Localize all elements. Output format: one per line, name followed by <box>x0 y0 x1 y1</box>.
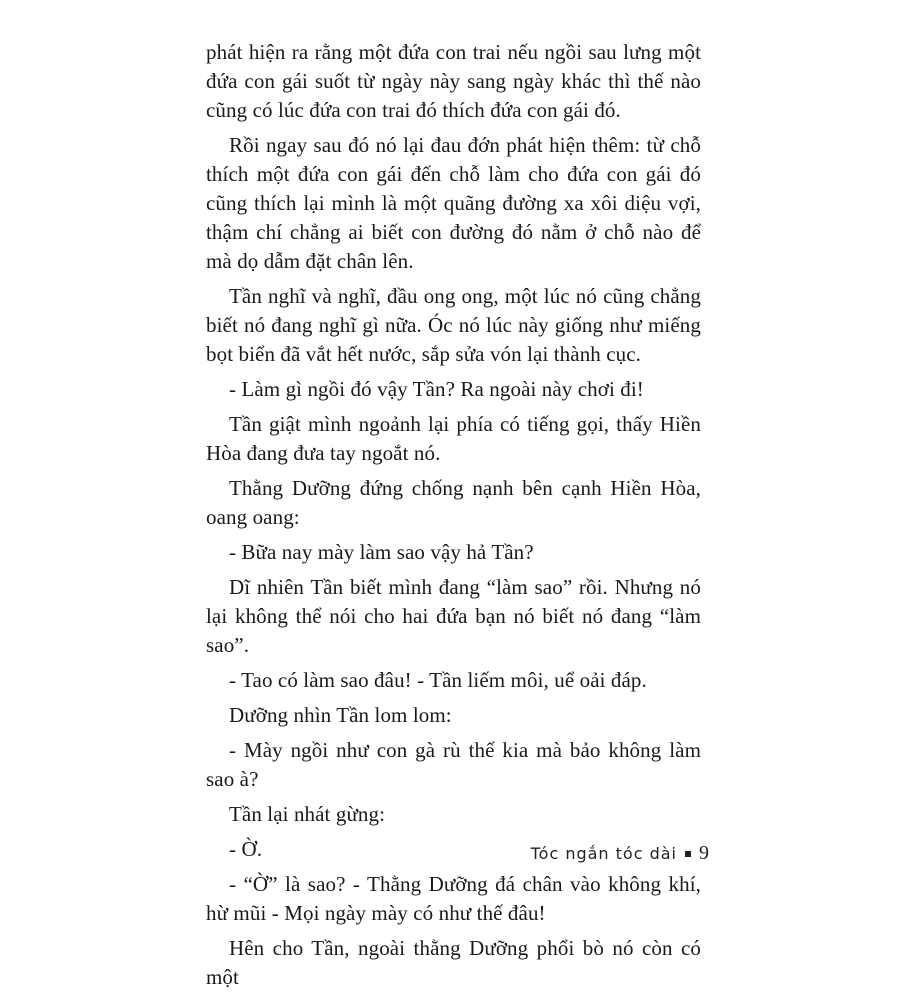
paragraph: - Tao có làm sao đâu! - Tần liếm môi, uể oải đáp. <box>229 668 647 692</box>
paragraph: Dĩ nhiên Tần biết mình đang “làm sao” rồi. Nhưng nó lại không thể nói cho hai đứa bạn nó biết nó đang “làm sao”. <box>206 575 701 657</box>
paragraph: - Bữa nay mày làm sao vậy hả Tần? <box>229 540 534 564</box>
page-footer <box>531 842 709 865</box>
paragraph: - Mày ngồi như con gà rù thế kia mà bảo không làm sao à? <box>206 738 701 791</box>
paragraph: phát hiện ra rằng một đứa con trai nếu ngồi sau lưng một đứa con gái suốt từ ngày này sang ngày khác thì thế nào cũng có lúc đứa con trai đó thích đứa con gái đó. <box>206 40 701 122</box>
page-number: 9 <box>699 842 709 864</box>
paragraph: Hên cho Tần, ngoài thằng Dưỡng phổi bò nó còn có một <box>206 936 701 989</box>
paragraph: Tần nghĩ và nghĩ, đầu ong ong, một lúc nó cũng chẳng biết nó đang nghĩ gì nữa. Óc nó lúc này giống như miếng bọt biển đã vắt hết nước, sắp sửa vón lại thành cục. <box>206 284 701 366</box>
paragraph: Dưỡng nhìn Tần lom lom: <box>229 703 452 727</box>
paragraph: Thằng Dưỡng đứng chống nạnh bên cạnh Hiền Hòa, oang oang: <box>206 476 701 529</box>
paragraph: - Làm gì ngồi đó vậy Tần? Ra ngoài này chơi đi! <box>229 377 644 401</box>
running-title: Tóc ngắn tóc dài <box>530 844 677 863</box>
paragraph: Tần lại nhát gừng: <box>229 802 386 826</box>
paragraph: Tần giật mình ngoảnh lại phía có tiếng gọi, thấy Hiền Hòa đang đưa tay ngoắt nó. <box>206 412 701 465</box>
square-separator-icon <box>685 851 691 857</box>
paragraph: - Ờ. <box>229 837 263 861</box>
paragraph: Rồi ngay sau đó nó lại đau đớn phát hiện thêm: từ chỗ thích một đứa con gái đến chỗ làm cho đứa con gái đó cũng thích lại mình là một quãng đường xa xôi diệu vợi, thậm chí chẳng ai biết con đường đó nằm ở chỗ nào để mà dọ dẫm đặt chân lên. <box>206 133 701 273</box>
paragraph: - “Ờ” là sao? - Thằng Dưỡng đá chân vào không khí, hừ mũi - Mọi ngày mày có như thế đâu! <box>206 872 701 925</box>
